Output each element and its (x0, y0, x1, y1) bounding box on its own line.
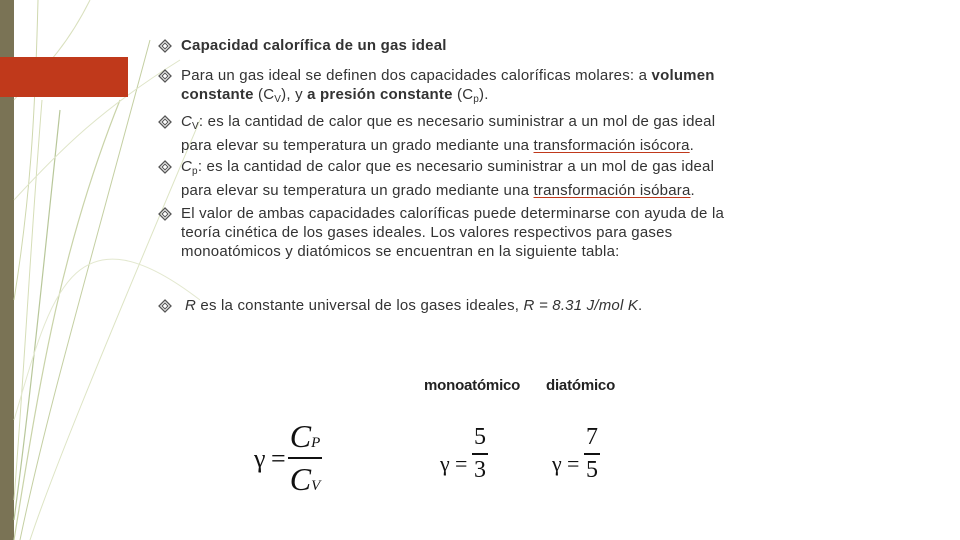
constant-value: R = 8.31 J/mol K (523, 297, 639, 314)
text-part: es la constante universal de los gases ideales, (196, 297, 524, 314)
fraction-monoatomic (472, 424, 488, 484)
text-line: El valor de ambas capacidades caloríficas puede determinarse con ayuda de la (181, 205, 725, 222)
fraction-cp-cv (288, 418, 322, 498)
text-part: (C (253, 86, 275, 103)
subscript: V (274, 94, 282, 105)
text-part: ). (479, 86, 489, 103)
diamond-bullet-icon (158, 69, 172, 83)
text-part: : es la cantidad de calor que es necesario suministrar a un mol de gas ideal (198, 113, 716, 130)
bullet-text: Capacidad calorífica de un gas ideal (181, 37, 447, 54)
text-part: Para un gas ideal se definen dos capacidades caloríficas molares: a (181, 67, 652, 84)
numerator: 7 (586, 424, 598, 450)
cp-subscript: P (311, 435, 321, 451)
text-part: . (638, 297, 643, 314)
text-bold: volumen (651, 67, 715, 84)
equals-sign: = (455, 451, 468, 476)
diamond-bullet-icon (158, 160, 172, 174)
link-isobara[interactable]: transformación isóbara (533, 182, 691, 199)
text-part: . (689, 137, 695, 154)
bullet-text (181, 112, 791, 155)
text-part: (C (452, 86, 474, 103)
numerator: 5 (474, 424, 486, 450)
symbol: C (181, 158, 193, 175)
bullet-text (185, 296, 795, 315)
fraction-bar (584, 453, 600, 455)
accent-tab (0, 57, 128, 97)
link-isocora[interactable]: transformación isócora (533, 137, 690, 154)
text-part: ), y (281, 86, 308, 103)
bullet-text (181, 204, 791, 261)
denominator: 3 (474, 456, 486, 483)
denominator (288, 461, 322, 498)
diamond-bullet-icon (158, 207, 172, 221)
text-line: monoatómicos y diatómicos se encuentran en la siguiente tabla: (181, 243, 620, 260)
header-monoatomico: monoatómico (424, 377, 521, 394)
subscript: p (192, 166, 198, 177)
text-part: . (690, 182, 695, 199)
bullet-text (181, 66, 791, 109)
diamond-bullet-icon (158, 299, 172, 313)
text-bold: constante (181, 86, 254, 103)
subscript: p (473, 94, 480, 105)
fraction-bar (288, 457, 322, 459)
text-part: para elevar su temperatura un grado mediante una (181, 137, 534, 154)
header-diatomico: diatómico (546, 377, 616, 394)
cv-subscript: V (311, 477, 321, 494)
symbol: R (185, 297, 197, 314)
cv-symbol: C (289, 460, 312, 497)
diamond-bullet-icon (158, 115, 172, 129)
cp-symbol: C (289, 418, 312, 454)
subscript: V (192, 121, 199, 132)
fraction-bar (472, 453, 488, 455)
diamond-bullet-icon (158, 39, 172, 53)
text-part: : es la cantidad de calor que es necesario suministrar a un mol de gas ideal (197, 158, 715, 175)
gamma-symbol: γ (254, 444, 266, 473)
text-line: teoría cinética de los gases ideales. Los valores respectivos para gases (181, 224, 673, 241)
numerator (288, 418, 322, 455)
equals-sign: = (271, 444, 286, 473)
fraction-diatomic (584, 424, 600, 484)
equals-sign: = (567, 451, 580, 476)
gamma-symbol: γ (552, 451, 562, 476)
bullet-text (181, 157, 791, 200)
symbol: C (181, 113, 193, 130)
gamma-symbol: γ (440, 451, 450, 476)
denominator: 5 (586, 456, 598, 483)
text-part: para elevar su temperatura un grado mediante una (181, 182, 534, 199)
text-bold: a presión constante (307, 86, 453, 103)
